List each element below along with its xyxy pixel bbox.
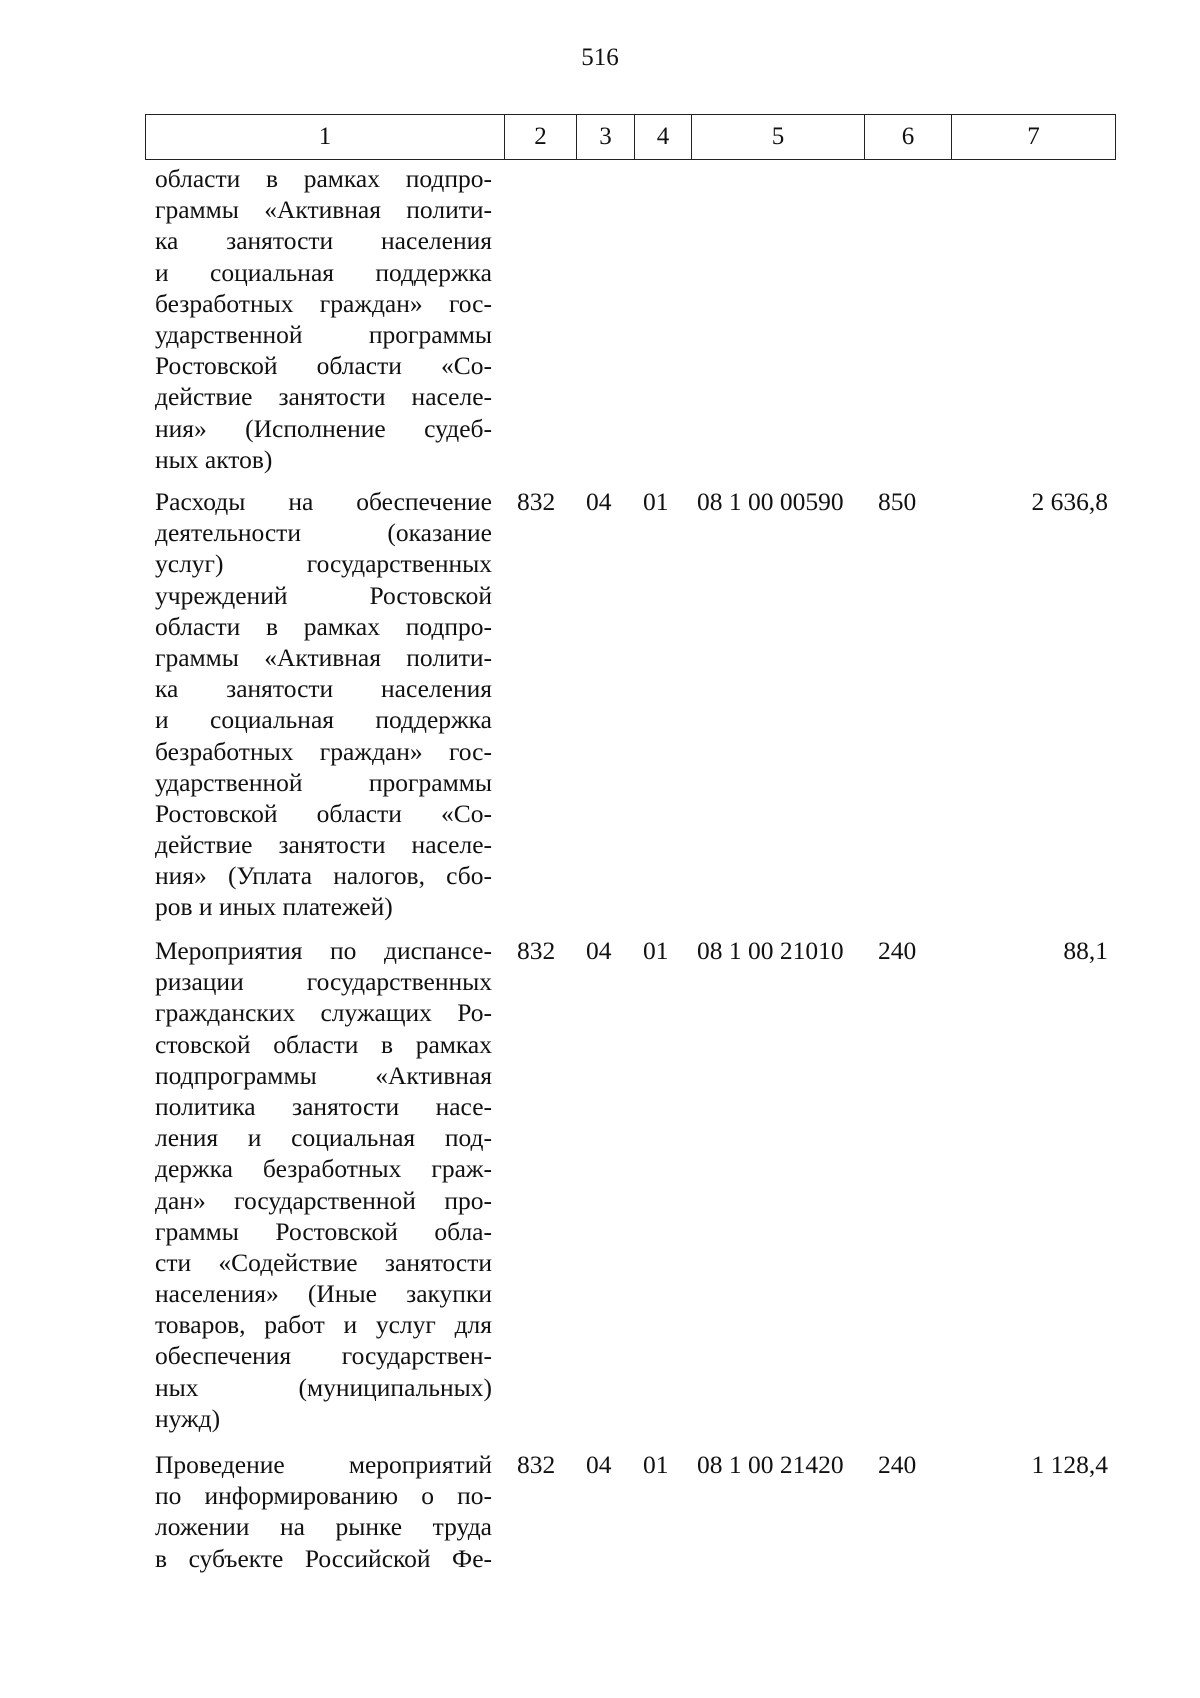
description-line: действие занятости населе- (155, 830, 492, 860)
header-col-1: 1 (146, 115, 505, 160)
description-line: населения» (Иные закупки (155, 1279, 492, 1309)
cell-col-5: 08 1 00 21420 (697, 1450, 844, 1479)
cell-col-6: 850 (878, 487, 917, 516)
description-line: ка занятости населения (155, 674, 492, 704)
description-line: Расходы на обеспечение (155, 487, 492, 516)
description-line: гражданских служащих Ро- (155, 998, 492, 1028)
description-line: обеспечения государствен- (155, 1341, 492, 1371)
header-col-5: 5 (692, 115, 865, 160)
cell-col-3: 04 (586, 1450, 612, 1479)
description-line: ления и социальная под- (155, 1123, 492, 1153)
description-line: и социальная поддержка (155, 257, 492, 287)
cell-col-6: 240 (878, 1450, 917, 1479)
description-line: граммы «Активная полити- (155, 195, 492, 225)
description-line: ных актов) (155, 444, 273, 474)
page-number: 516 (581, 44, 619, 71)
description-line: услуг) государственных (155, 549, 492, 579)
description-line: действие занятости населе- (155, 382, 492, 412)
description-line: ударственной программы (155, 319, 492, 349)
description-line: и социальная поддержка (155, 705, 492, 735)
description-line: ударственной программы (155, 767, 492, 797)
cell-col-7: 1 128,4 (1031, 1450, 1108, 1479)
description-line: Мероприятия по диспансе- (155, 936, 492, 965)
description-line: граммы «Активная полити- (155, 642, 492, 672)
row-description (155, 935, 492, 1434)
cell-col-4: 01 (643, 487, 669, 516)
description-line: политика занятости насе- (155, 1091, 492, 1121)
description-line: безработных граждан» гос- (155, 736, 492, 766)
description-line: граммы Ростовской обла- (155, 1216, 492, 1246)
description-line: товаров, работ и услуг для (155, 1310, 492, 1340)
description-line: Проведение мероприятий (155, 1450, 492, 1479)
cell-col-2: 832 (517, 1450, 556, 1479)
description-line: ров и иных платежей) (155, 892, 393, 922)
cell-col-6: 240 (878, 936, 917, 965)
description-line: учреждений Ростовской (155, 580, 492, 610)
cell-col-7: 2 636,8 (1031, 487, 1108, 516)
cell-col-4: 01 (643, 936, 669, 965)
description-line: области в рамках подпро- (155, 164, 492, 193)
description-line: деятельности (оказание (155, 518, 492, 548)
cell-col-2: 832 (517, 487, 556, 516)
cell-col-5: 08 1 00 21010 (697, 936, 844, 965)
cell-col-3: 04 (586, 936, 612, 965)
header-col-7: 7 (952, 115, 1116, 160)
row-description (155, 486, 492, 923)
description-line: стовской области в рамках (155, 1029, 492, 1059)
cell-col-3: 04 (586, 487, 612, 516)
row-description (155, 163, 492, 475)
cell-col-7: 88,1 (1063, 936, 1108, 965)
description-line: ных (муниципальных) (155, 1372, 492, 1402)
row-description (155, 1449, 492, 1574)
description-line: ния» (Уплата налогов, сбо- (155, 861, 492, 891)
cell-col-2: 832 (517, 936, 556, 965)
description-line: в субъекте Российской Фе- (155, 1543, 492, 1573)
description-line: подпрограммы «Активная (155, 1060, 492, 1090)
description-line: держка безработных граж- (155, 1154, 492, 1184)
description-line: безработных граждан» гос- (155, 288, 492, 318)
description-line: ния» (Исполнение судеб- (155, 413, 492, 443)
cell-col-4: 01 (643, 1450, 669, 1479)
description-line: ризации государственных (155, 967, 492, 997)
description-line: ка занятости населения (155, 226, 492, 256)
header-col-4: 4 (635, 115, 692, 160)
cell-col-5: 08 1 00 00590 (697, 487, 844, 516)
description-line: нужд) (155, 1403, 221, 1433)
header-col-2: 2 (505, 115, 577, 160)
description-line: области в рамках подпро- (155, 611, 492, 641)
description-line: Ростовской области «Со- (155, 798, 492, 828)
description-line: сти «Содействие занятости (155, 1247, 492, 1277)
header-col-6: 6 (865, 115, 952, 160)
description-line: по информированию о по- (155, 1481, 492, 1511)
description-line: Ростовской области «Со- (155, 351, 492, 381)
description-line: дан» государственной про- (155, 1185, 492, 1215)
header-col-3: 3 (577, 115, 635, 160)
table-header (145, 114, 1116, 160)
description-line: ложении на рынке труда (155, 1512, 492, 1542)
